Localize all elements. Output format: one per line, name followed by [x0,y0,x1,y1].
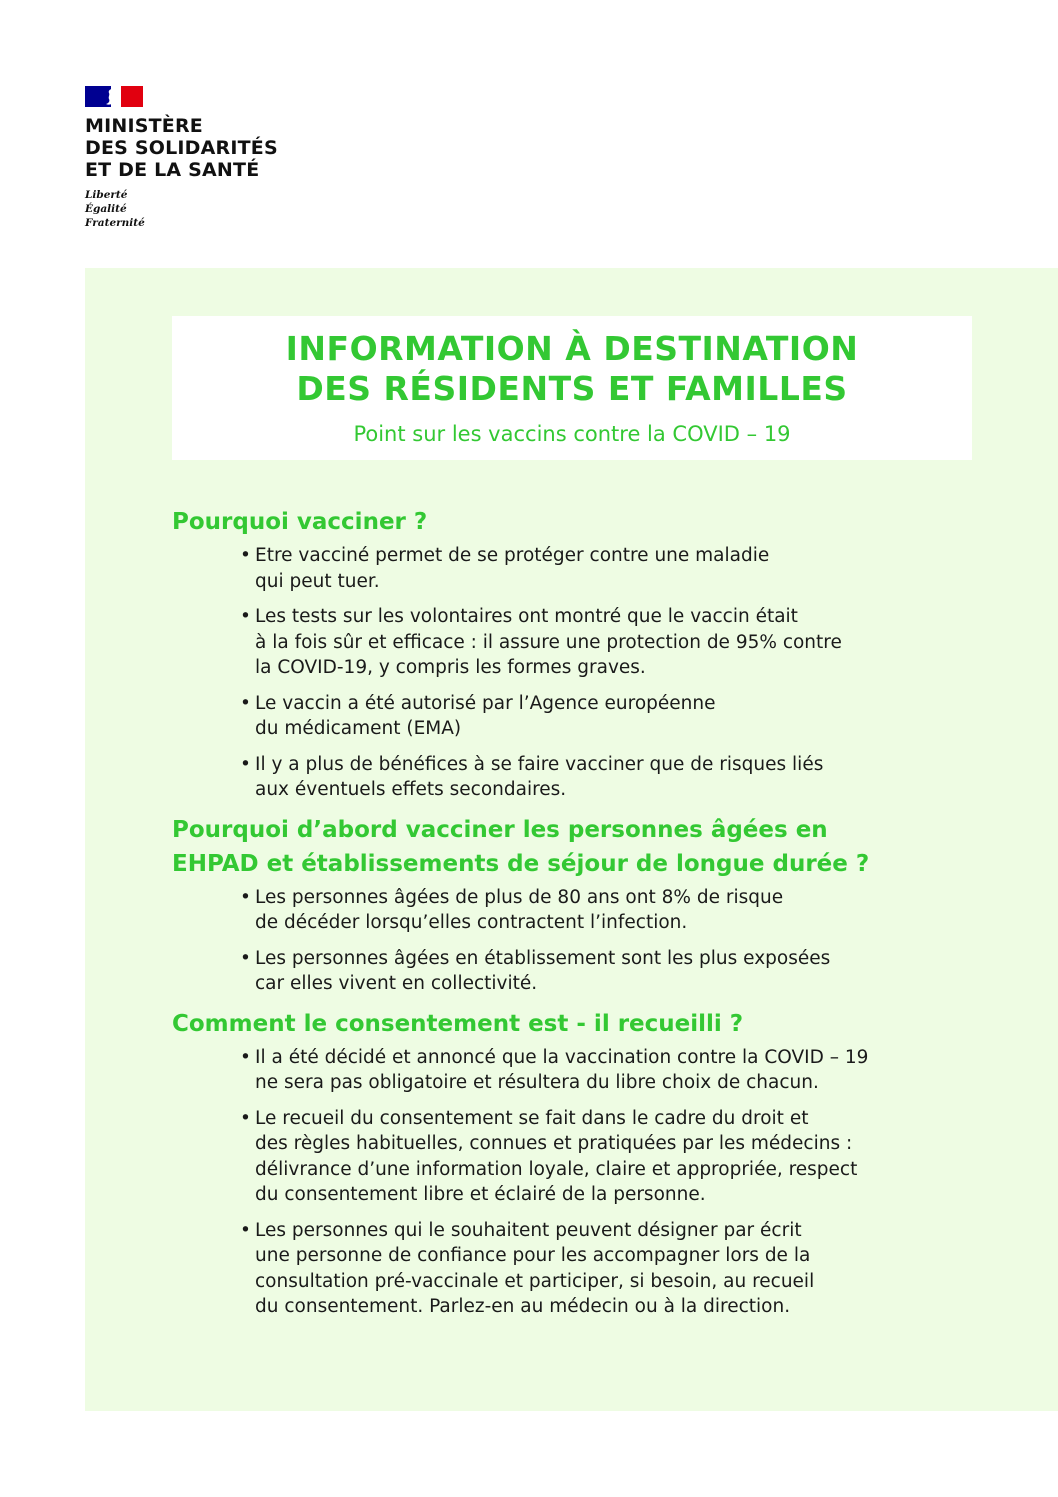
list-item: • Il y a plus de bénéfices à se faire vacciner que de risques liés aux éventuels effets secondaires. [240,752,992,803]
bullet-list [172,1045,992,1320]
list-item: • Les personnes âgées en établissement sont les plus exposées car elles vivent en collectivité. [240,946,992,997]
list-item: • Les personnes qui le souhaitent peuvent désigner par écrit une personne de confiance pour les accompagner lors de la consultation pré-vaccinale et participer, si besoin, au recueil du consentement. Parlez-en au médecin ou à la direction. [240,1218,992,1320]
list-item: • Il a été décidé et annoncé que la vaccination contre la COVID – 19 ne sera pas obligatoire et résultera du libre choix de chacun. [240,1045,992,1096]
ministry-name: MINISTÈRE DES SOLIDARITÉS ET DE LA SANTÉ [85,115,278,181]
section-heading: Comment le consentement est - il recueilli ? [172,1010,744,1037]
republic-motto: Liberté Égalité Fraternité [85,189,145,229]
section-consent [172,1007,992,1320]
title-line-1: INFORMATION À DESTINATION [285,329,859,368]
section-elderly-priority [172,813,992,997]
title-box [172,316,972,460]
ministry-logo [85,86,278,230]
bullet-list [172,543,992,803]
title-line-2: DES RÉSIDENTS ET FAMILLES [296,369,848,408]
section-why-vaccinate [172,505,992,803]
list-item: • Etre vacciné permet de se protéger contre une maladie qui peut tuer. [240,543,992,594]
page-subtitle: Point sur les vaccins contre la COVID – 19 [353,422,791,446]
page-title [172,329,972,409]
main-content [172,505,992,1330]
republic-flag-icon [85,86,143,107]
bullet-list [172,885,992,997]
section-heading: Pourquoi vacciner ? [172,509,428,535]
list-item: • Le vaccin a été autorisé par l’Agence européenne du médicament (EMA) [240,691,992,742]
list-item: • Les personnes âgées de plus de 80 ans ont 8% de risque de décéder lorsqu’elles contractent l’infection. [240,885,992,936]
list-item: • Le recueil du consentement se fait dans le cadre du droit et des règles habituelles, connues et pratiquées par les médecins : délivrance d’une information loyale, claire et appropriée, respect du consentement libre et éclairé de la personne. [240,1106,992,1208]
list-item: • Les tests sur les volontaires ont montré que le vaccin était à la fois sûr et efficace : il assure une protection de 95% contre la COVID-19, y compris les formes graves. [240,604,992,681]
marianne-profile-icon [103,88,121,106]
section-heading: Pourquoi d’abord vacciner les personnes âgées en EHPAD et établissements de séjour de longue durée ? [172,816,870,877]
